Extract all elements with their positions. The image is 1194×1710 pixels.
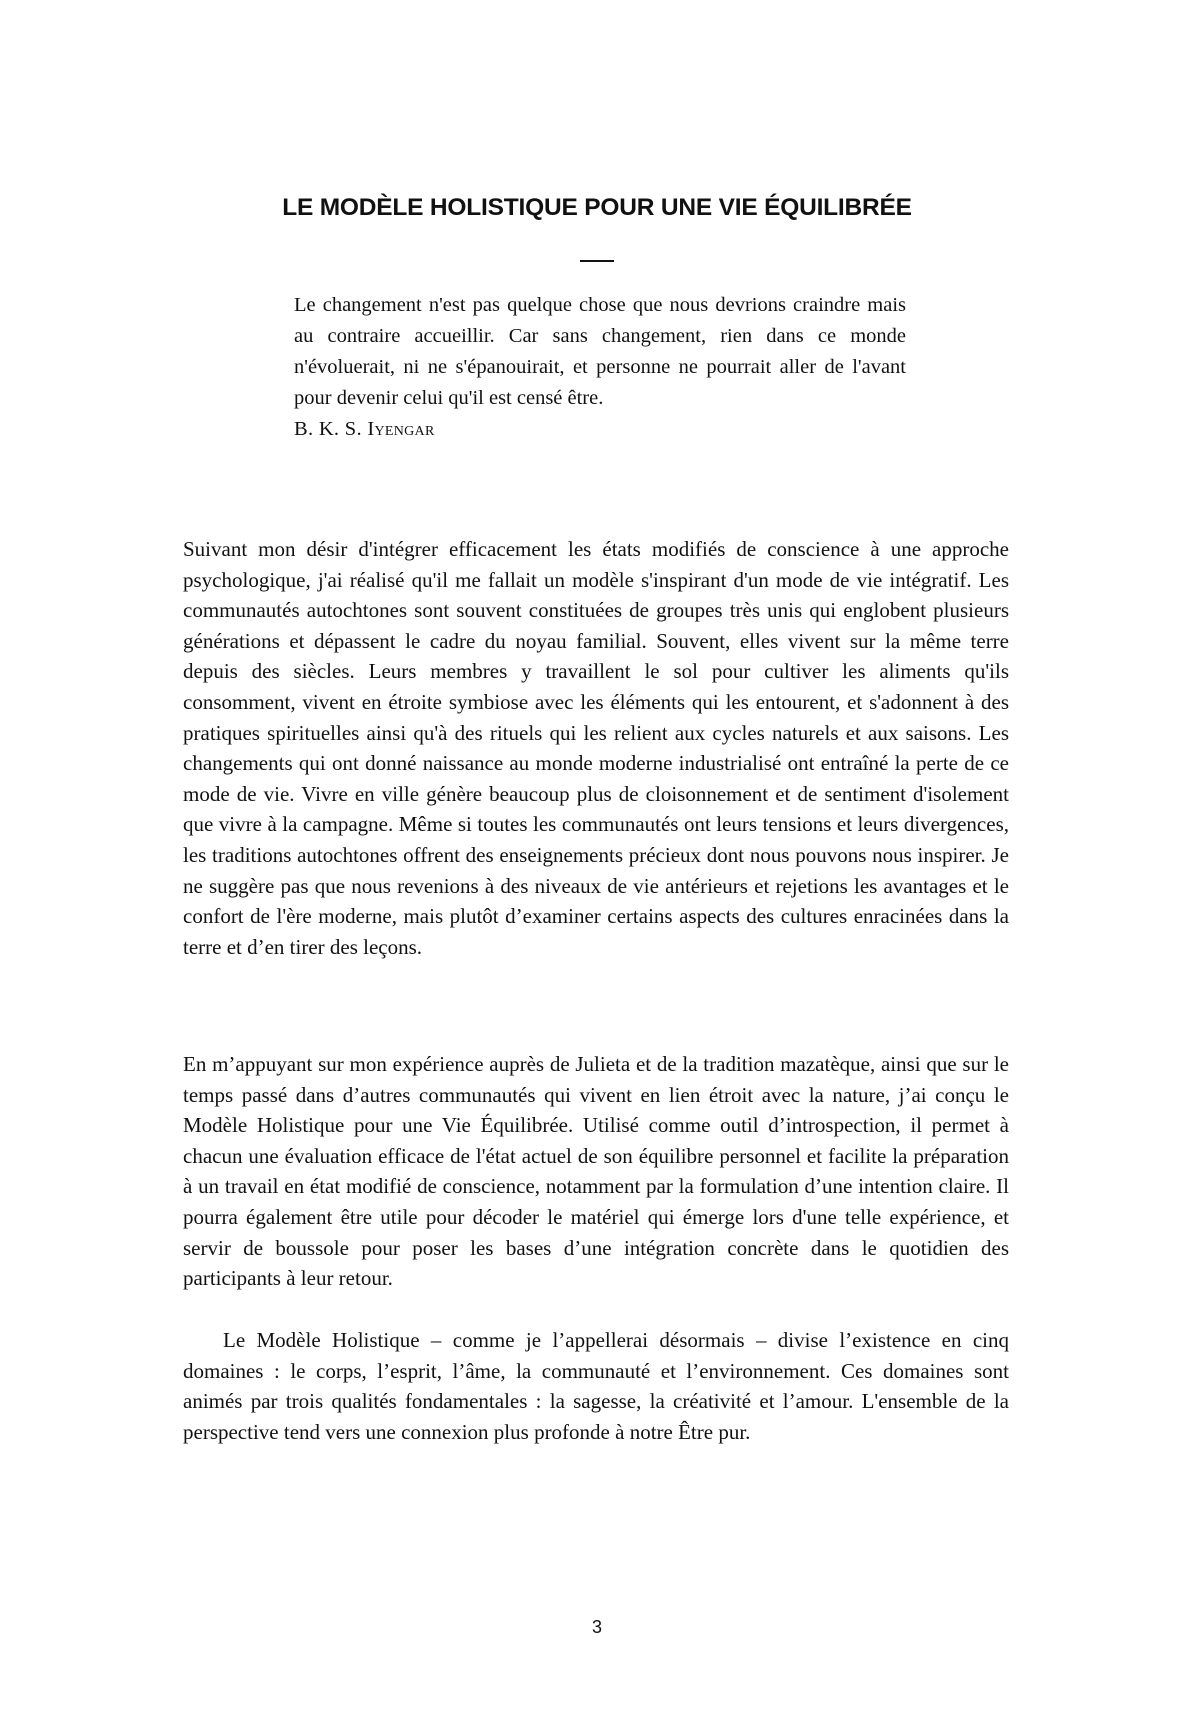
paragraph-text: Suivant mon désir d'intégrer efficacement les états modifiés de conscience à une approche psychologique, j'ai réalisé qu'il me fallait un modèle s'inspirant d'un mode de vie intégratif. Les communautés autochtones sont souvent constituées de groupes très unis qui englobent plusieurs générations et dépassent le cadre du noyau familial. Souvent, elles vivent sur la même terre depuis des siècles. Leurs membres y travaillent le sol pour cultiver les aliments qu'ils consomment, vivent en étroite symbiose avec les éléments qui les entourent, et s'adonnent à des pratiques spirituelles ainsi qu'à des rituels qui les relient aux cycles naturels et aux saisons. Les changements qui ont donné naissance au monde moderne industrialisé ont entraîné la perte de ce mode de vie. Vivre en ville génère beaucoup plus de cloisonnement et de sentiment d'isolement que vivre à la campagne. Même si toutes les communautés ont leurs tensions et leurs divergences, les traditions autochtones offrent des enseignements précieux dont nous pouvons nous inspirer. Je ne suggère pas que nous revenions à des niveaux de vie antérieurs et rejetions les avantages et le confort de l'ère moderne, mais plutôt d’examiner certains aspects des cultures enracinées dans la terre et d’en tirer des leçons. xyxy=(183,537,1009,959)
paragraph-text: En m’appuyant sur mon expérience auprès de Julieta et de la tradition mazatèque, ainsi que sur le temps passé dans d’autres communautés qui vivent en lien étroit avec la nature, j’ai conçu le Modèle Holistique pour une Vie Équilibrée. Utilisé comme outil d’introspection, il permet à chacun une évaluation efficace de l'état actuel de son équilibre personnel et facilite la préparation à un travail en état modifié de conscience, notamment par la formulation d’une intention claire. Il pourra également être utile pour décoder le matériel qui émerge lors d'une telle expérience, et servir de boussole pour poser les bases d’une intégration concrète dans le quotidien des participants à leur retour. xyxy=(183,1052,1009,1291)
body-paragraph-3 xyxy=(183,1325,1009,1447)
paragraph-text: Le Modèle Holistique – comme je l’appellerai désormais – divise l’existence en cinq domaines : le corps, l’esprit, l’âme, la communauté et l’environnement. Ces domaines sont animés par trois qualités fondamentales : la sagesse, la créativité et l’amour. L'ensemble de la perspective tend vers une connexion plus profonde à notre Être pur. xyxy=(183,1328,1009,1444)
body-paragraph-2 xyxy=(183,1049,1009,1294)
body-paragraph-1 xyxy=(183,534,1009,962)
epigraph-quote: Le changement n'est pas quelque chose que nous devrions craindre mais au contraire accueillir. Car sans changement, rien dans ce monde n'évoluerait, ni ne s'épanouirait, et personne ne pourrait aller de l'avant pour devenir celui qu'il est censé être. xyxy=(294,294,906,409)
page-number: 3 xyxy=(591,1617,602,1637)
title-divider xyxy=(580,260,614,262)
chapter-title: LE MODÈLE HOLISTIQUE POUR UNE VIE ÉQUILIBRÉE xyxy=(282,194,912,221)
epigraph xyxy=(294,290,906,445)
epigraph-author: B. K. S. Iyengar xyxy=(294,418,435,440)
